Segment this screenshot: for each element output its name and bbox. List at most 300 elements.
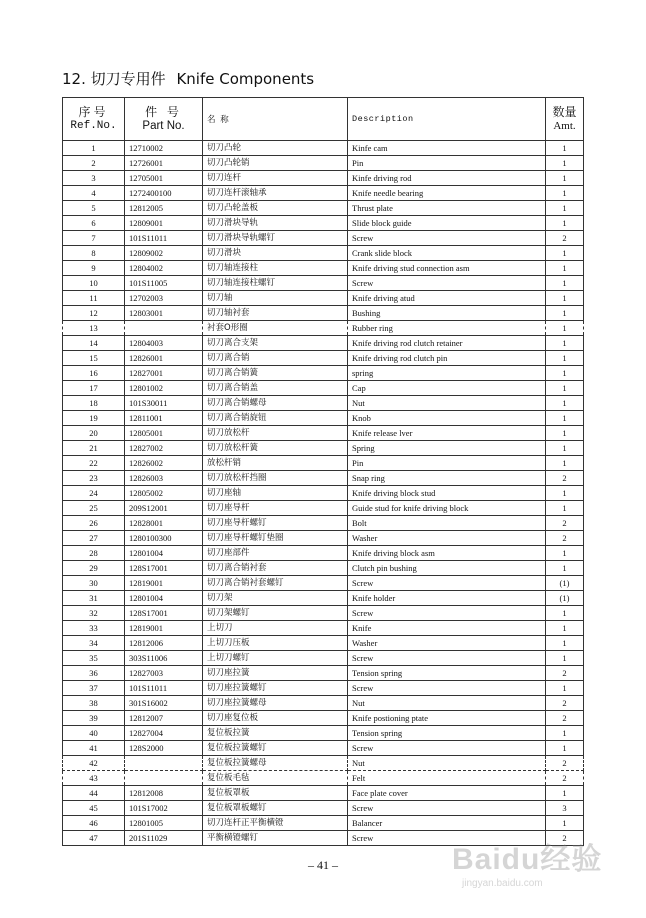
- cell-description: Guide stud for knife driving block: [348, 501, 546, 516]
- cell-ref: 43: [63, 771, 125, 786]
- table-row: [63, 291, 584, 306]
- cell-ref: 13: [63, 321, 125, 336]
- table-row: [63, 741, 584, 756]
- cell-description: Balancer: [348, 816, 546, 831]
- section-title-en: Knife Components: [176, 70, 315, 88]
- cell-ref: 15: [63, 351, 125, 366]
- cell-part-no: 12801004: [125, 546, 203, 561]
- cell-part-no: 209S12001: [125, 501, 203, 516]
- table-header-row: [63, 98, 584, 141]
- cell-description: Nut: [348, 696, 546, 711]
- watermark-logo: Baidu经验: [452, 843, 603, 876]
- cell-amount: 1: [546, 156, 584, 171]
- cell-amount: 1: [546, 366, 584, 381]
- cell-amount: 1: [546, 456, 584, 471]
- cell-description: Knife driving atud: [348, 291, 546, 306]
- cell-ref: 28: [63, 546, 125, 561]
- cell-description: Knife holder: [348, 591, 546, 606]
- cell-name: 切刀连杆正平衡横镫: [203, 816, 348, 831]
- cell-name: 切刀离合销衬套螺钉: [203, 576, 348, 591]
- cell-description: Nut: [348, 756, 546, 771]
- cell-name: 切刀离合销衬套: [203, 561, 348, 576]
- cell-name: 切刀离合销: [203, 351, 348, 366]
- ref-header-en: Ref.No.: [70, 120, 117, 132]
- cell-description: Knife postioning ptate: [348, 711, 546, 726]
- column-header-part: [125, 98, 203, 141]
- cell-amount: 1: [546, 726, 584, 741]
- table-row: [63, 186, 584, 201]
- cell-amount: 1: [546, 351, 584, 366]
- cell-ref: 27: [63, 531, 125, 546]
- table-row: [63, 336, 584, 351]
- table-row: [63, 306, 584, 321]
- cell-part-no: 12726001: [125, 156, 203, 171]
- table-row: [63, 156, 584, 171]
- table-row: [63, 546, 584, 561]
- cell-ref: 39: [63, 711, 125, 726]
- cell-part-no: 12809002: [125, 246, 203, 261]
- cell-name: 切刀放松杆: [203, 426, 348, 441]
- cell-name: 切刀滑块: [203, 246, 348, 261]
- watermark-url: jingyan.baidu.com: [462, 878, 543, 889]
- cell-part-no: 12809001: [125, 216, 203, 231]
- cell-name: 切刀座导杆螺钉垫圈: [203, 531, 348, 546]
- cell-ref: 5: [63, 201, 125, 216]
- page-number: – 41 –: [308, 858, 338, 872]
- cell-part-no: 12812008: [125, 786, 203, 801]
- cell-name: 切刀座导杆: [203, 501, 348, 516]
- cell-name: 切刀架螺钉: [203, 606, 348, 621]
- table-row: [63, 366, 584, 381]
- section-number: 12.: [62, 70, 86, 88]
- cell-part-no: 101S11011: [125, 681, 203, 696]
- cell-part-no: 12805002: [125, 486, 203, 501]
- section-title-zh: 切刀专用件: [90, 70, 166, 88]
- cell-amount: 1: [546, 276, 584, 291]
- cell-part-no: [125, 756, 203, 771]
- cell-name: 衬套O形圈: [203, 321, 348, 336]
- cell-name: 复位板拉簧螺钉: [203, 741, 348, 756]
- cell-ref: 41: [63, 741, 125, 756]
- cell-part-no: 12819001: [125, 621, 203, 636]
- cell-name: 切刀座导杆螺钉: [203, 516, 348, 531]
- table-row: [63, 531, 584, 546]
- cell-description: Knob: [348, 411, 546, 426]
- cell-description: Spring: [348, 441, 546, 456]
- cell-part-no: 12804003: [125, 336, 203, 351]
- cell-description: Tension spring: [348, 726, 546, 741]
- cell-amount: 2: [546, 711, 584, 726]
- table-row: [63, 621, 584, 636]
- cell-part-no: 12804002: [125, 261, 203, 276]
- cell-description: Crank slide block: [348, 246, 546, 261]
- cell-description: Knife driving rod clutch retainer: [348, 336, 546, 351]
- cell-part-no: 101S11011: [125, 231, 203, 246]
- ref-header-zh: 序号: [78, 105, 109, 119]
- cell-name: 复位板拉簧螺母: [203, 756, 348, 771]
- table-row: [63, 606, 584, 621]
- cell-description: Rubber ring: [348, 321, 546, 336]
- cell-amount: 1: [546, 246, 584, 261]
- cell-ref: 11: [63, 291, 125, 306]
- cell-ref: 44: [63, 786, 125, 801]
- part-header-zh: 件 号: [145, 105, 182, 119]
- cell-part-no: 12805001: [125, 426, 203, 441]
- cell-amount: 1: [546, 606, 584, 621]
- cell-ref: 12: [63, 306, 125, 321]
- table-row: [63, 681, 584, 696]
- cell-part-no: 12812006: [125, 636, 203, 651]
- cell-amount: 1: [546, 201, 584, 216]
- cell-description: Screw: [348, 651, 546, 666]
- cell-name: 切刀放松杆簧: [203, 441, 348, 456]
- cell-ref: 18: [63, 396, 125, 411]
- cell-description: Nut: [348, 396, 546, 411]
- cell-name: 切刀座复位板: [203, 711, 348, 726]
- cell-description: Knife driving block stud: [348, 486, 546, 501]
- table-row: [63, 351, 584, 366]
- cell-description: Clutch pin bushing: [348, 561, 546, 576]
- cell-ref: 4: [63, 186, 125, 201]
- table-row: [63, 591, 584, 606]
- cell-name: 平衡横镫螺钉: [203, 831, 348, 846]
- cell-ref: 24: [63, 486, 125, 501]
- cell-name: 切刀轴衬套: [203, 306, 348, 321]
- table-row: [63, 396, 584, 411]
- cell-part-no: 301S16002: [125, 696, 203, 711]
- cell-description: Felt: [348, 771, 546, 786]
- table-row: [63, 816, 584, 831]
- cell-ref: 25: [63, 501, 125, 516]
- table-row: [63, 696, 584, 711]
- cell-name: 复位板罩板螺钉: [203, 801, 348, 816]
- cell-ref: 38: [63, 696, 125, 711]
- cell-ref: 17: [63, 381, 125, 396]
- cell-part-no: 128S17001: [125, 606, 203, 621]
- cell-ref: 19: [63, 411, 125, 426]
- cell-name: 切刀离合销旋钮: [203, 411, 348, 426]
- cell-description: Pin: [348, 456, 546, 471]
- cell-name: 切刀座拉簧螺钉: [203, 681, 348, 696]
- cell-amount: 1: [546, 561, 584, 576]
- cell-ref: 37: [63, 681, 125, 696]
- cell-amount: 1: [546, 306, 584, 321]
- cell-amount: 1: [546, 261, 584, 276]
- cell-description: Bushing: [348, 306, 546, 321]
- description-header: Description: [352, 114, 414, 124]
- cell-description: Knife driving stud connection asm: [348, 261, 546, 276]
- table-row: [63, 636, 584, 651]
- cell-ref: 10: [63, 276, 125, 291]
- cell-name: 切刀凸轮销: [203, 156, 348, 171]
- table-row: [63, 216, 584, 231]
- cell-amount: 3: [546, 801, 584, 816]
- cell-amount: 1: [546, 651, 584, 666]
- cell-part-no: 12710002: [125, 141, 203, 156]
- table-row: [63, 801, 584, 816]
- cell-ref: 14: [63, 336, 125, 351]
- cell-part-no: 128S17001: [125, 561, 203, 576]
- name-header-zh: 名 称: [207, 114, 230, 125]
- cell-part-no: 12801002: [125, 381, 203, 396]
- cell-description: Screw: [348, 576, 546, 591]
- cell-name: 切刀离合销簧: [203, 366, 348, 381]
- cell-ref: 46: [63, 816, 125, 831]
- cell-ref: 32: [63, 606, 125, 621]
- cell-part-no: 101S30011: [125, 396, 203, 411]
- cell-part-no: 12801005: [125, 816, 203, 831]
- cell-name: 切刀轴连接柱: [203, 261, 348, 276]
- cell-ref: 33: [63, 621, 125, 636]
- cell-ref: 36: [63, 666, 125, 681]
- table-row: [63, 561, 584, 576]
- column-header-amount: [546, 98, 584, 141]
- cell-name: 切刀离合销盖: [203, 381, 348, 396]
- cell-name: 放松杆销: [203, 456, 348, 471]
- cell-amount: 2: [546, 831, 584, 846]
- cell-amount: 1: [546, 786, 584, 801]
- column-header-name: [203, 98, 348, 141]
- column-header-description: [348, 98, 546, 141]
- cell-part-no: 12828001: [125, 516, 203, 531]
- table-row: [63, 711, 584, 726]
- cell-part-no: 101S11005: [125, 276, 203, 291]
- cell-amount: 2: [546, 666, 584, 681]
- cell-part-no: 12827002: [125, 441, 203, 456]
- cell-name: 切刀座轴: [203, 486, 348, 501]
- table-row: [63, 381, 584, 396]
- table-row: [63, 831, 584, 846]
- cell-part-no: 201S11029: [125, 831, 203, 846]
- table-row: [63, 321, 584, 336]
- cell-ref: 7: [63, 231, 125, 246]
- cell-amount: 1: [546, 621, 584, 636]
- cell-part-no: 12827003: [125, 666, 203, 681]
- cell-part-no: 12827004: [125, 726, 203, 741]
- cell-name: 切刀轴连接柱螺钉: [203, 276, 348, 291]
- table-row: [63, 456, 584, 471]
- cell-name: 复位板毛毡: [203, 771, 348, 786]
- cell-description: spring: [348, 366, 546, 381]
- cell-amount: 1: [546, 321, 584, 336]
- column-header-ref: [63, 98, 125, 141]
- cell-ref: 40: [63, 726, 125, 741]
- cell-description: Snap ring: [348, 471, 546, 486]
- cell-ref: 47: [63, 831, 125, 846]
- cell-name: 切刀连杆滚轴承: [203, 186, 348, 201]
- cell-part-no: 12819001: [125, 576, 203, 591]
- part-header-en: Part No.: [142, 120, 185, 132]
- cell-name: 切刀离合销螺母: [203, 396, 348, 411]
- cell-amount: 1: [546, 681, 584, 696]
- cell-part-no: 12827001: [125, 366, 203, 381]
- cell-description: Screw: [348, 831, 546, 846]
- cell-amount: 1: [546, 141, 584, 156]
- parts-table: [62, 97, 584, 846]
- cell-description: Kinfe cam: [348, 141, 546, 156]
- cell-ref: 9: [63, 261, 125, 276]
- cell-amount: 1: [546, 636, 584, 651]
- cell-amount: (1): [546, 576, 584, 591]
- cell-ref: 2: [63, 156, 125, 171]
- table-row: [63, 231, 584, 246]
- cell-amount: 2: [546, 531, 584, 546]
- cell-amount: 2: [546, 231, 584, 246]
- cell-ref: 35: [63, 651, 125, 666]
- cell-amount: 1: [546, 381, 584, 396]
- amount-header-zh: 数量: [552, 105, 577, 119]
- cell-amount: 1: [546, 426, 584, 441]
- cell-ref: 30: [63, 576, 125, 591]
- cell-amount: 1: [546, 396, 584, 411]
- cell-ref: 3: [63, 171, 125, 186]
- cell-name: 复位板罩板: [203, 786, 348, 801]
- cell-name: 上切刀螺钉: [203, 651, 348, 666]
- cell-name: 切刀轴: [203, 291, 348, 306]
- cell-ref: 42: [63, 756, 125, 771]
- cell-ref: 8: [63, 246, 125, 261]
- cell-amount: 1: [546, 441, 584, 456]
- cell-part-no: 12812007: [125, 711, 203, 726]
- cell-amount: 1: [546, 291, 584, 306]
- cell-description: Knife driving rod clutch pin: [348, 351, 546, 366]
- cell-description: Slide block guide: [348, 216, 546, 231]
- cell-ref: 6: [63, 216, 125, 231]
- cell-ref: 1: [63, 141, 125, 156]
- cell-description: Screw: [348, 801, 546, 816]
- cell-description: Face plate cover: [348, 786, 546, 801]
- cell-ref: 34: [63, 636, 125, 651]
- table-row: [63, 666, 584, 681]
- cell-amount: 1: [546, 186, 584, 201]
- cell-name: 切刀座部件: [203, 546, 348, 561]
- cell-description: Screw: [348, 231, 546, 246]
- cell-amount: 2: [546, 696, 584, 711]
- table-row: [63, 471, 584, 486]
- cell-description: Knife release lver: [348, 426, 546, 441]
- cell-amount: 1: [546, 336, 584, 351]
- cell-description: Knife driving block asm: [348, 546, 546, 561]
- cell-name: 切刀滑块导轨螺钉: [203, 231, 348, 246]
- cell-name: 切刀滑块导轨: [203, 216, 348, 231]
- section-title: [62, 68, 314, 89]
- cell-part-no: 1280100300: [125, 531, 203, 546]
- cell-name: 切刀凸轮: [203, 141, 348, 156]
- cell-description: Screw: [348, 606, 546, 621]
- table-row: [63, 261, 584, 276]
- cell-description: Pin: [348, 156, 546, 171]
- table-row: [63, 441, 584, 456]
- cell-description: Cap: [348, 381, 546, 396]
- cell-name: 上切刀压板: [203, 636, 348, 651]
- table-row: [63, 411, 584, 426]
- table-row: [63, 726, 584, 741]
- cell-name: 复位板拉簧: [203, 726, 348, 741]
- cell-ref: 31: [63, 591, 125, 606]
- cell-amount: 1: [546, 171, 584, 186]
- cell-amount: (1): [546, 591, 584, 606]
- cell-amount: 1: [546, 546, 584, 561]
- cell-name: 切刀座拉簧螺母: [203, 696, 348, 711]
- cell-part-no: 12801004: [125, 591, 203, 606]
- cell-amount: 1: [546, 486, 584, 501]
- cell-ref: 23: [63, 471, 125, 486]
- cell-part-no: 12826001: [125, 351, 203, 366]
- cell-name: 切刀架: [203, 591, 348, 606]
- cell-description: Screw: [348, 741, 546, 756]
- cell-ref: 20: [63, 426, 125, 441]
- table-row: [63, 276, 584, 291]
- cell-part-no: 1272400100: [125, 186, 203, 201]
- table-row: [63, 651, 584, 666]
- cell-description: Washer: [348, 636, 546, 651]
- cell-part-no: 12826002: [125, 456, 203, 471]
- cell-name: 切刀连杆: [203, 171, 348, 186]
- cell-amount: 1: [546, 741, 584, 756]
- cell-part-no: 12705001: [125, 171, 203, 186]
- cell-ref: 21: [63, 441, 125, 456]
- cell-amount: 1: [546, 216, 584, 231]
- cell-part-no: 12702003: [125, 291, 203, 306]
- cell-amount: 1: [546, 501, 584, 516]
- cell-amount: 2: [546, 471, 584, 486]
- cell-description: Screw: [348, 276, 546, 291]
- cell-ref: 22: [63, 456, 125, 471]
- cell-part-no: 101S17002: [125, 801, 203, 816]
- table-row: [63, 576, 584, 591]
- cell-description: Thrust plate: [348, 201, 546, 216]
- table-row: [63, 786, 584, 801]
- cell-description: Tension spring: [348, 666, 546, 681]
- cell-part-no: 128S2000: [125, 741, 203, 756]
- cell-amount: 1: [546, 411, 584, 426]
- table-row: [63, 756, 584, 771]
- cell-name: 切刀离合支架: [203, 336, 348, 351]
- cell-part-no: 12803001: [125, 306, 203, 321]
- cell-description: Bolt: [348, 516, 546, 531]
- cell-part-no: [125, 321, 203, 336]
- cell-description: Washer: [348, 531, 546, 546]
- cell-ref: 26: [63, 516, 125, 531]
- table-row: [63, 201, 584, 216]
- cell-amount: 2: [546, 771, 584, 786]
- table-row: [63, 771, 584, 786]
- cell-part-no: 12826003: [125, 471, 203, 486]
- table-row: [63, 516, 584, 531]
- cell-description: Knife: [348, 621, 546, 636]
- table-row: [63, 171, 584, 186]
- cell-description: Screw: [348, 681, 546, 696]
- cell-amount: 2: [546, 516, 584, 531]
- cell-part-no: 12812005: [125, 201, 203, 216]
- cell-ref: 29: [63, 561, 125, 576]
- amount-header-en: Amt.: [553, 120, 576, 132]
- cell-part-no: 12811001: [125, 411, 203, 426]
- table-row: [63, 141, 584, 156]
- cell-amount: 2: [546, 756, 584, 771]
- cell-description: Knife needle bearing: [348, 186, 546, 201]
- cell-name: 切刀座拉簧: [203, 666, 348, 681]
- cell-amount: 1: [546, 816, 584, 831]
- table-row: [63, 426, 584, 441]
- cell-name: 切刀放松杆挡圈: [203, 471, 348, 486]
- cell-name: 切刀凸轮盖板: [203, 201, 348, 216]
- table-row: [63, 486, 584, 501]
- cell-part-no: [125, 771, 203, 786]
- cell-ref: 45: [63, 801, 125, 816]
- cell-description: Kinfe driving rod: [348, 171, 546, 186]
- cell-ref: 16: [63, 366, 125, 381]
